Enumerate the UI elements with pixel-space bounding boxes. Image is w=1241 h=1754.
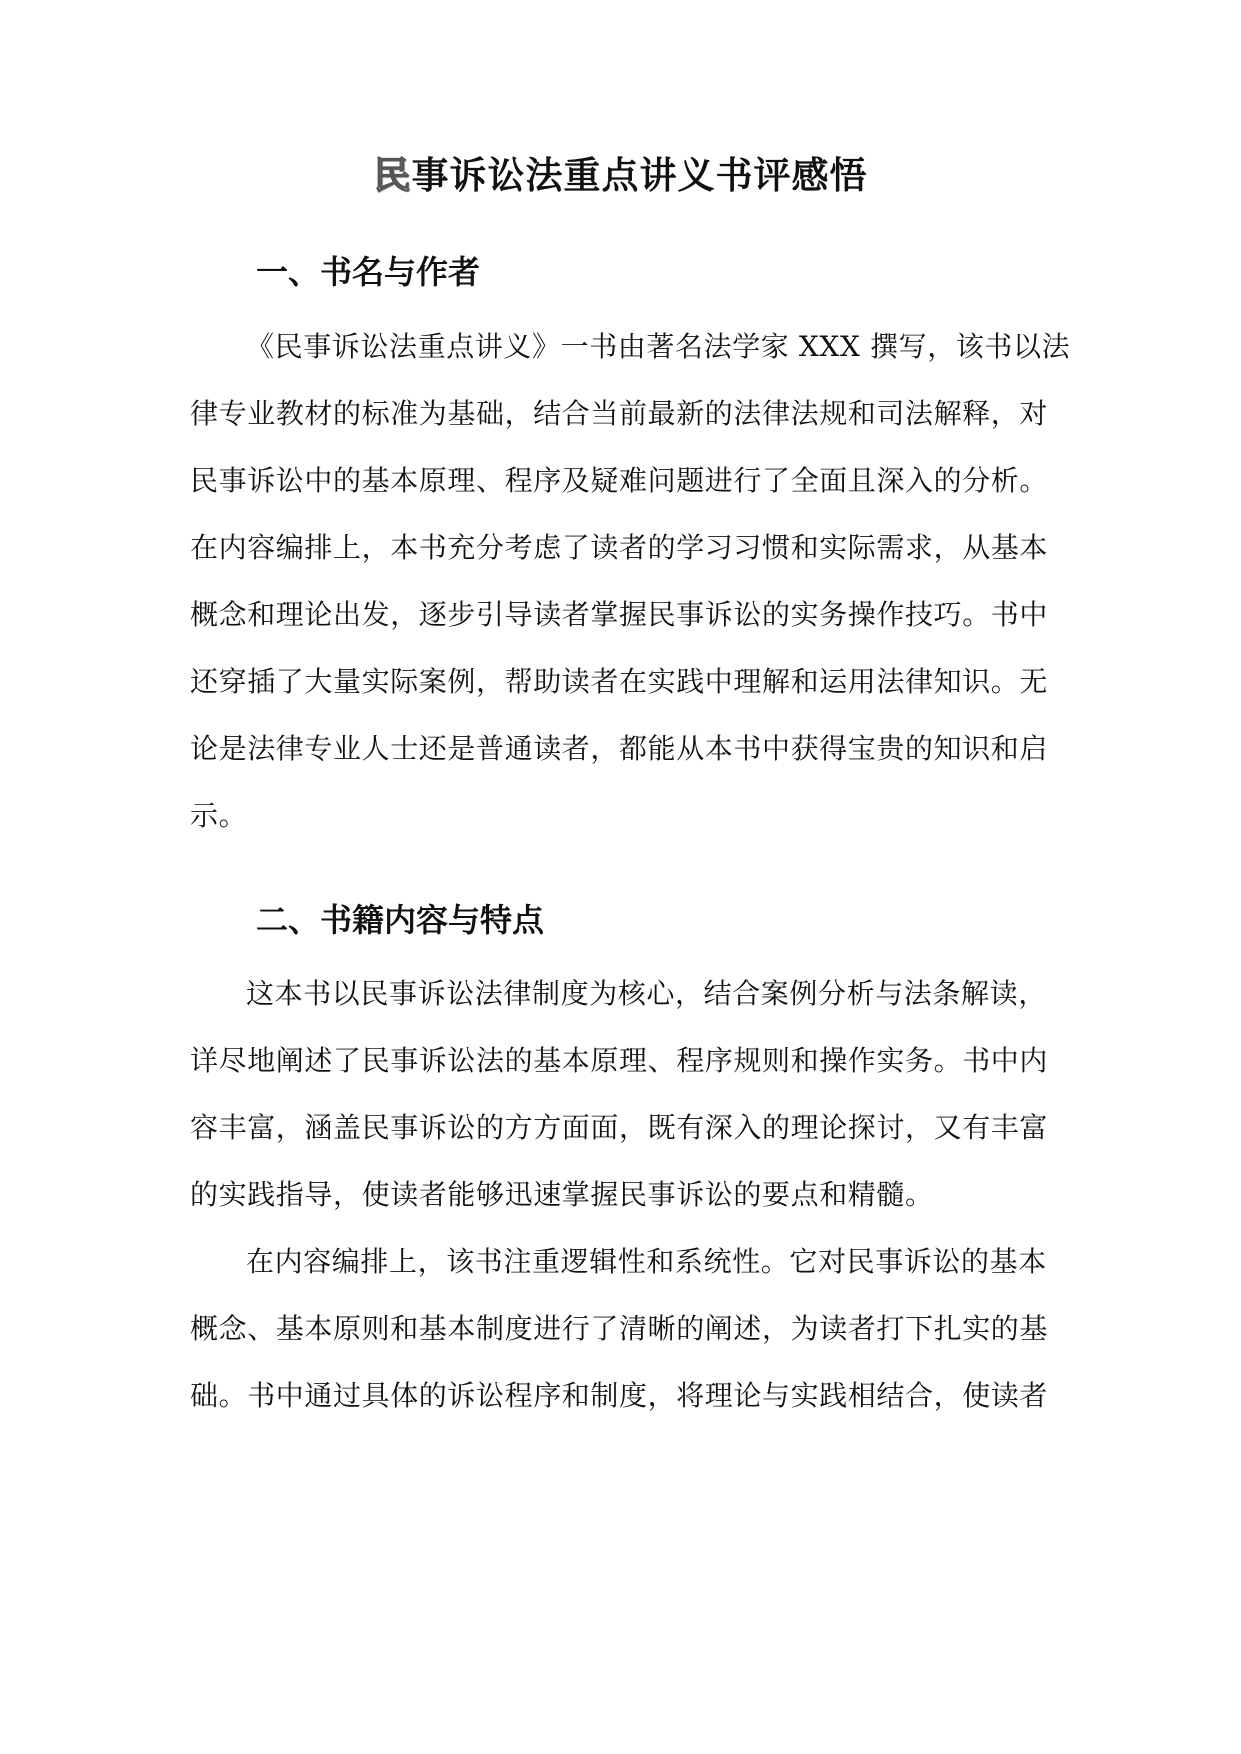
paragraph-line: 详尽地阐述了民事诉讼法的基本原理、程序规则和操作实务。书中内 [190,1044,1049,1077]
paragraph-line: 概念、基本原则和基本制度进行了清晰的阐述，为读者打下扎实的基 [190,1312,1049,1345]
paragraph-line: 在内容编排上，该书注重逻辑性和系统性。它对民事诉讼的基本 [246,1245,1047,1278]
paragraph-line: 概念和理论出发，逐步引导读者掌握民事诉讼的实务操作技巧。书中 [190,598,1049,631]
paragraph-line: 还穿插了大量实际案例，帮助读者在实践中理解和运用法律知识。无 [190,665,1049,698]
title-first-char: 民 [373,153,412,197]
paragraph-line: 示。 [190,799,248,832]
paragraph-line: 论是法律专业人士还是普通读者，都能从本书中获得宝贵的知识和启 [190,732,1049,765]
paragraph-line: 民事诉讼中的基本原理、程序及疑难问题进行了全面且深入的分析。 [190,464,1049,497]
document-title [0,150,1241,200]
paragraph-line: 容丰富，涵盖民事诉讼的方方面面，既有深入的理论探讨，又有丰富 [190,1111,1049,1144]
paragraph-line: 律专业教材的标准为基础，结合当前最新的法律法规和司法解释，对 [190,397,1049,430]
title-rest: 事诉讼法重点讲义书评感悟 [411,153,868,197]
paragraph-line: 《民事诉讼法重点讲义》一书由著名法学家 XXX 撰写，该书以法 [246,330,1071,363]
section-heading-2: 二、书籍内容与特点 [256,901,545,939]
paragraph-line: 这本书以民事诉讼法律制度为核心，结合案例分析与法条解读， [246,977,1047,1010]
paragraph-line: 础。书中通过具体的诉讼程序和制度，将理论与实践相结合，使读者 [190,1379,1049,1412]
section-heading-1: 一、书名与作者 [256,253,481,291]
paragraph-line: 的实践指导，使读者能够迅速掌握民事诉讼的要点和精髓。 [190,1178,934,1211]
paragraph-line: 在内容编排上，本书充分考虑了读者的学习习惯和实际需求，从基本 [190,531,1049,564]
